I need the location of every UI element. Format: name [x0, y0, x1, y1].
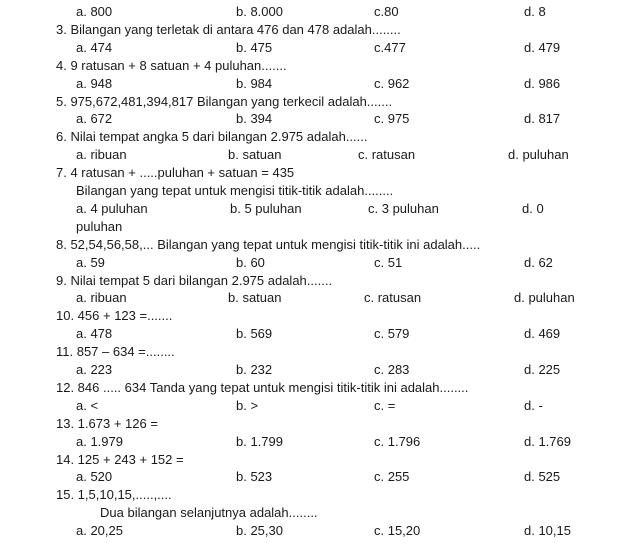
question-text: 9. Nilai tempat 5 dari bilangan 2.975 adalah....... [56, 272, 333, 288]
answer-option: d. puluhan [508, 147, 569, 163]
question-text: 4. 9 ratusan + 8 satuan + 4 puluhan....... [56, 57, 287, 73]
question-text: 5. 975,672,481,394,817 Bilangan yang terkecil adalah....... [56, 93, 393, 109]
answer-option: b. 60 [236, 254, 265, 270]
answer-option: b. > [236, 397, 259, 413]
answer-option: d. 479 [524, 39, 561, 55]
answer-option: d. 62 [524, 254, 553, 270]
answer-option: c. 255 [374, 469, 410, 485]
answer-option: b. satuan [228, 290, 282, 306]
answer-option: a. < [76, 397, 99, 413]
question-subtext: puluhan [76, 218, 123, 234]
answer-option: c. ratusan [358, 147, 416, 163]
answer-option: c. ratusan [364, 290, 422, 306]
answer-option: b. 8.000 [236, 4, 283, 19]
answer-option: d. 8 [524, 4, 546, 19]
answer-option: d. 0 [522, 200, 544, 216]
answer-option: a. ribuan [76, 147, 127, 163]
answer-option: c. 962 [374, 75, 410, 91]
question-text: 6. Nilai tempat angka 5 dari bilangan 2.975 adalah...... [56, 129, 368, 145]
question-text: 12. 846 ..... 634 Tanda yang tepat untuk mengisi titik-titik ini adalah........ [56, 379, 469, 395]
answer-option: a. ribuan [76, 290, 127, 306]
answer-option: d. 469 [524, 326, 561, 342]
answer-option: a. 800 [76, 4, 113, 19]
answer-option: b. 394 [236, 111, 273, 127]
answer-option: a. 223 [76, 362, 113, 377]
question-text: 13. 1.673 + 126 = [56, 415, 158, 431]
question-text: 14. 125 + 243 + 152 = [56, 451, 184, 467]
answer-option: c. 1.796 [374, 433, 421, 449]
answer-option: d. 817 [524, 111, 561, 127]
answer-option: b. 523 [236, 469, 273, 485]
answer-option: c.80 [374, 4, 399, 19]
answer-option: c. 3 puluhan [368, 200, 439, 216]
answer-option: d. 1.769 [524, 433, 571, 449]
answer-option: c. 975 [374, 111, 410, 127]
answer-option: a. 1.979 [76, 433, 123, 449]
answer-option: d. 225 [524, 362, 561, 377]
answer-option: c.477 [374, 39, 406, 55]
answer-option: b. 475 [236, 39, 273, 55]
answer-option: d. 525 [524, 469, 561, 485]
answer-option: a. 948 [76, 75, 113, 91]
answer-option: b. 5 puluhan [230, 200, 302, 216]
answer-option: b. 232 [236, 362, 273, 377]
question-subtext: Bilangan yang tepat untuk mengisi titik-titik adalah........ [76, 183, 394, 198]
question-text: 11. 857 – 634 =........ [56, 344, 175, 360]
answer-option: b. satuan [228, 147, 282, 163]
answer-option: d. puluhan [514, 290, 575, 306]
answer-option: a. 478 [76, 326, 113, 342]
answer-option: d. 986 [524, 75, 561, 91]
answer-option: a. 20,25 [76, 523, 123, 539]
question-subtext: Dua bilangan selanjutnya adalah........ [100, 505, 318, 521]
question-text: 3. Bilangan yang terletak di antara 476 dan 478 adalah........ [56, 21, 401, 37]
answer-option: b. 569 [236, 326, 273, 342]
answer-option: a. 672 [76, 111, 113, 127]
answer-option: c. 579 [374, 326, 410, 342]
answer-option: a. 59 [76, 254, 105, 270]
question-text: 8. 52,54,56,58,... Bilangan yang tepat untuk mengisi titik-titik ini adalah..... [56, 236, 481, 252]
answer-option: c. 51 [374, 254, 403, 270]
answer-option: a. 474 [76, 39, 113, 55]
answer-option: c. 15,20 [374, 523, 421, 539]
question-text: 10. 456 + 123 =....... [56, 308, 173, 324]
answer-option: b. 25,30 [236, 523, 283, 539]
answer-option: c. = [374, 397, 396, 413]
answer-option: c. 283 [374, 362, 410, 377]
question-text: 7. 4 ratusan + .....puluhan + satuan = 435 [56, 165, 295, 181]
answer-option: a. 520 [76, 469, 113, 485]
question-text: 15. 1,5,10,15,.....,.... [56, 487, 172, 503]
answer-option: d. 10,15 [524, 523, 571, 539]
answer-option: a. 4 puluhan [76, 200, 148, 216]
answer-option: b. 984 [236, 75, 273, 91]
answer-option: d. - [524, 397, 543, 413]
answer-option: b. 1.799 [236, 433, 283, 449]
